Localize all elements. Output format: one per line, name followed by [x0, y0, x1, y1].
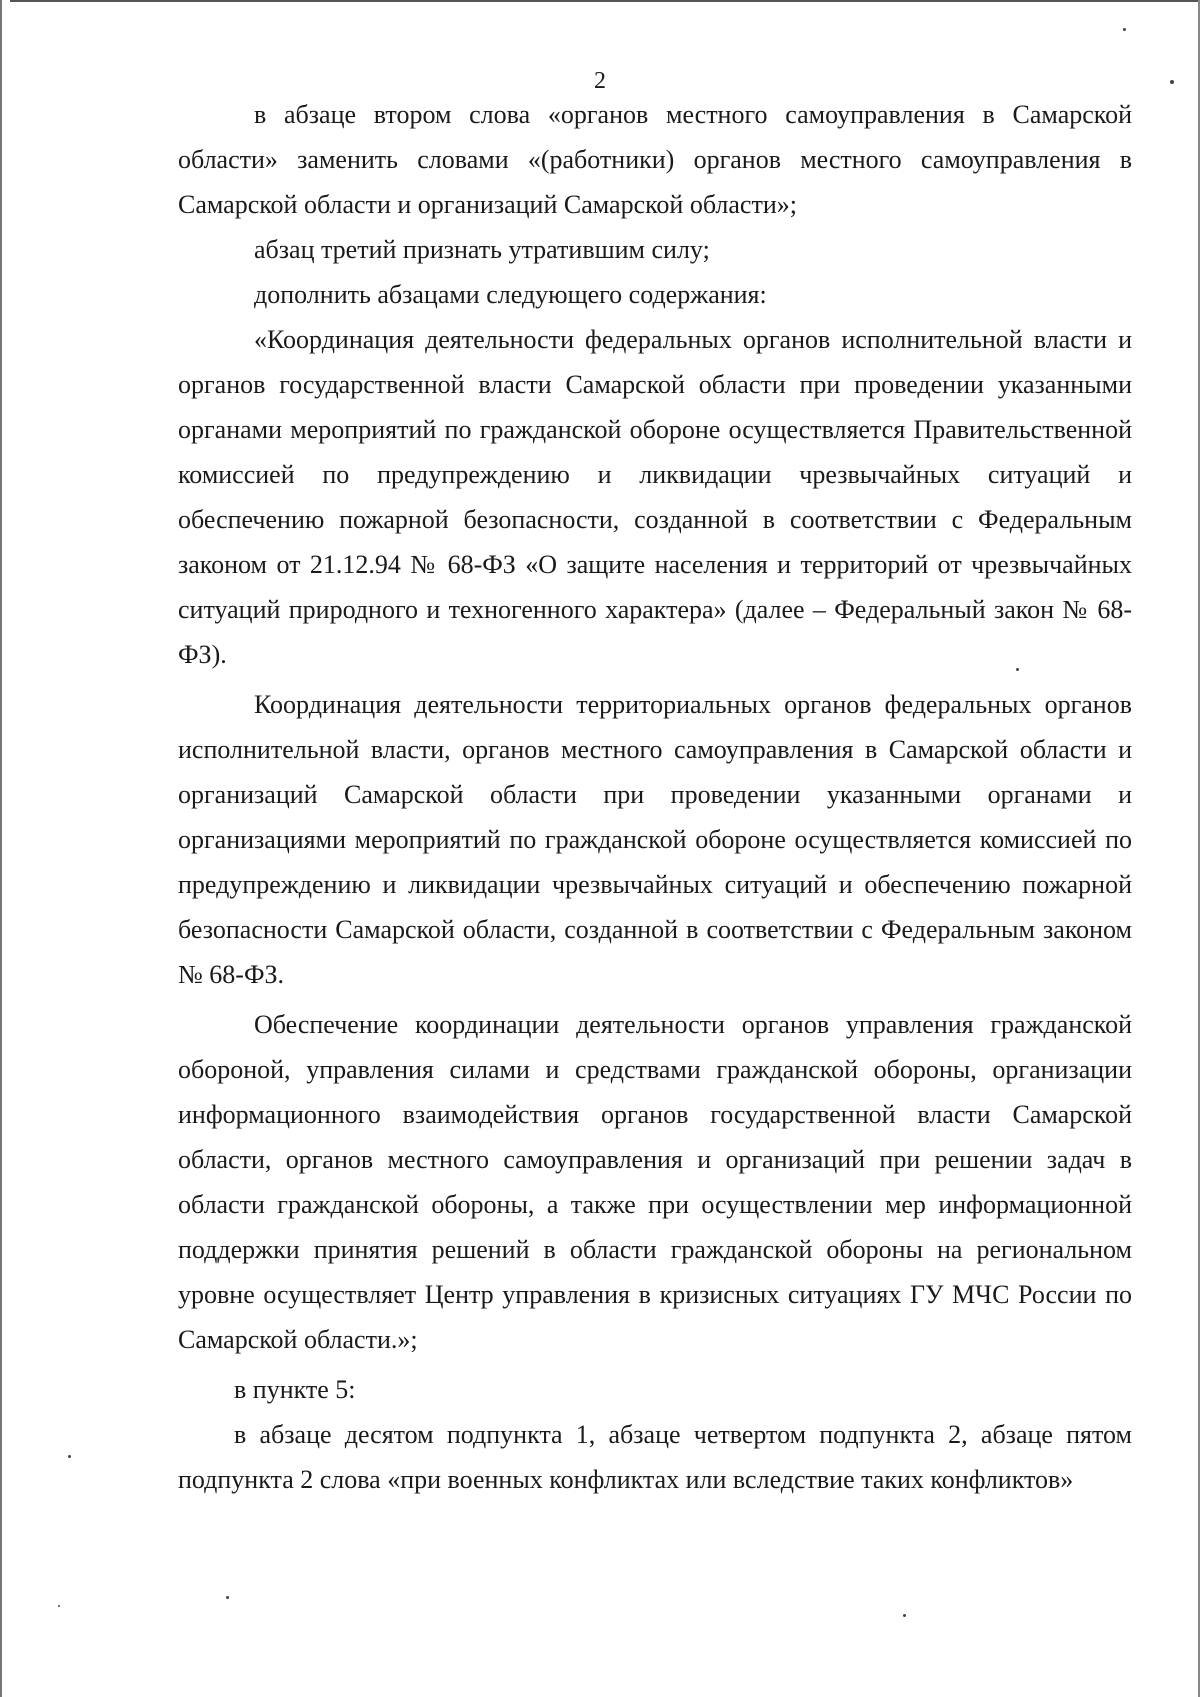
paragraph-federal-coordination: «Координация деятельности федеральных органов исполнительной власти и органов государственной власти Самарской области при проведении указанными органами мероприятий по гражданской обороне осуществляется Правительственной комиссией по предупреждению и ликвидации чрезвычайных ситуаций и обеспечению пожарной безопасности, созданной в соответствии с Федеральным законом от 21.12.94 № 68-ФЗ «О защите населения и территорий от чрезвычайных ситуаций природного и техногенного характера» (далее – Федеральный закон № 68-ФЗ). [178, 325, 1132, 669]
scan-speck [68, 1455, 71, 1458]
paragraph-add-intro: дополнить абзацами следующего содержания: [254, 280, 767, 309]
paragraph-amendment-second: в абзаце втором слова «органов местного самоуправления в Самарской области» заменить словами «(работники) органов местного самоуправления в Самарской области и организаций Самарской области»; [178, 100, 1132, 219]
scan-edge-left [0, 0, 2, 1697]
scan-speck [903, 1614, 906, 1617]
paragraph-territorial-coordination: Координация деятельности территориальных органов федеральных органов исполнительной власти, органов местного самоуправления в Самарской области и организаций Самарской области при проведении указанными органами и организациями мероприятий по гражданской обороне осуществляется комиссией по предупреждению и ликвидации чрезвычайных ситуаций и обеспечению пожарной безопасности Самарской области, созданной в соответствии с Федеральным законом № 68-ФЗ. [178, 690, 1132, 989]
scan-speck [58, 1605, 60, 1607]
paragraph-subpoint-amendment: в абзаце десятом подпункта 1, абзаце четвертом подпункта 2, абзаце пятом подпункта 2 слова «при военных конфликтах или вследствие таких конфликтов» [178, 1420, 1132, 1494]
paragraph-third-void: абзац третий признать утратившим силу; [254, 235, 710, 264]
paragraph-crisis-center: Обеспечение координации деятельности органов управления гражданской обороной, управления силами и средствами гражданской обороны, организации информационного взаимодействия органов государственной власти Самарской области, органов местного самоуправления и организаций при решении задач в области гражданской обороны, а также при осуществлении мер информационной поддержки принятия решений в области гражданской обороны на региональном уровне осуществляет Центр управления в кризисных ситуациях ГУ МЧС России по Самарской области.»; [178, 1010, 1132, 1354]
document-body [178, 92, 1132, 1502]
paragraph-point-five: в пункте 5: [234, 1375, 356, 1404]
scan-speck [226, 1596, 229, 1599]
scan-edge-top [10, 0, 1200, 2]
scan-speck [1123, 28, 1126, 31]
page-number: 2 [594, 68, 606, 94]
